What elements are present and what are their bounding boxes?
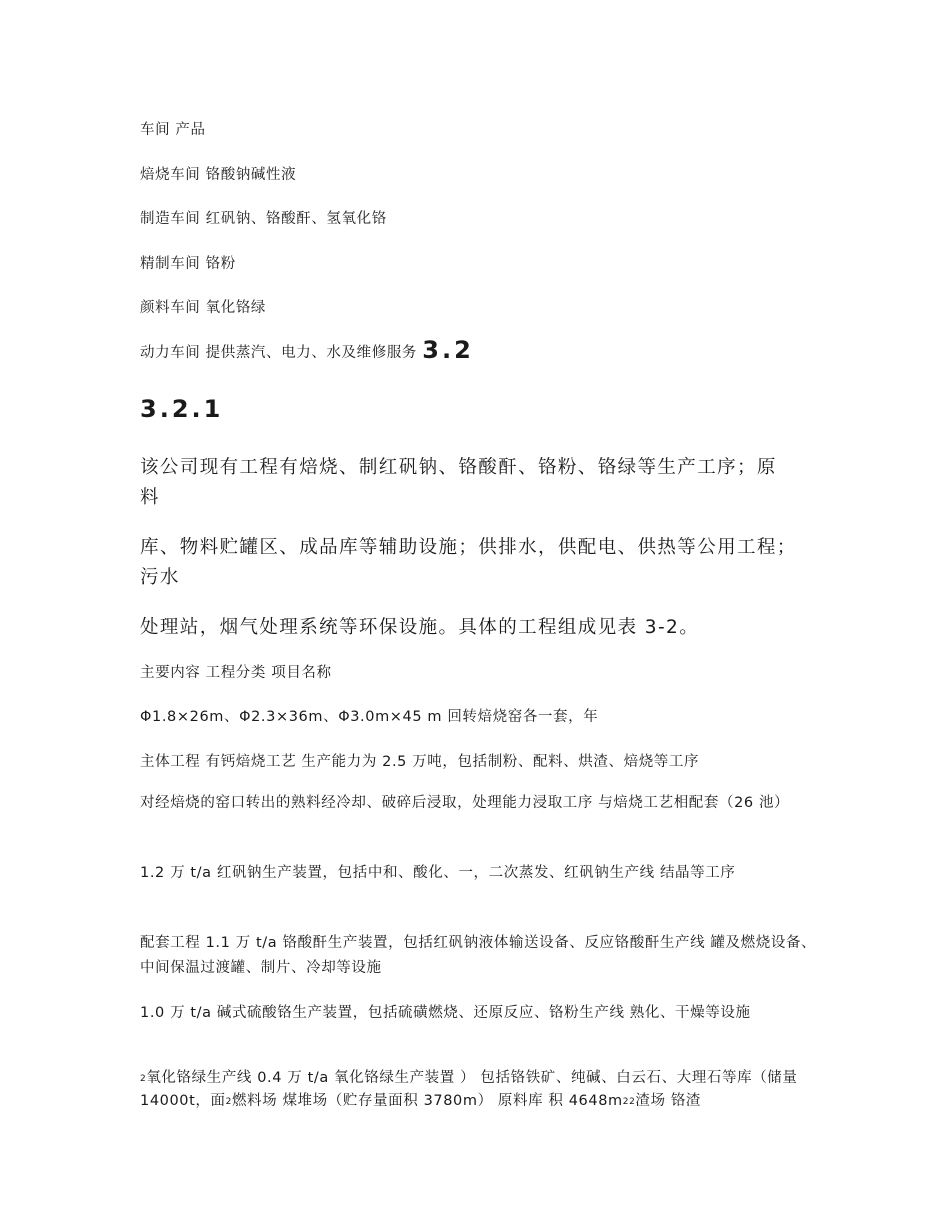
workshop-name: 颜料车间 [140, 300, 201, 316]
workshop-row [140, 336, 474, 364]
workshop-row [140, 207, 387, 228]
workshop-product: 红矾钠、铬酸酐、氢氧化铬 [205, 211, 387, 227]
workshop-product: 产品 [175, 122, 206, 138]
workshop-product: 提供蒸汽、电力、水及维修服务 [205, 345, 418, 361]
workshop-product: 铬酸钠碱性液 [205, 167, 297, 183]
workshop-name: 精制车间 [140, 256, 201, 272]
row-text: 燃料场 煤堆场（贮存量面积 3780m） 原料库 积 4648m [231, 1093, 623, 1109]
superscript: 2 [225, 1097, 232, 1107]
superscript: 22 [622, 1097, 636, 1107]
table-row [140, 1067, 820, 1113]
superscript: 2 [140, 1074, 147, 1084]
row-text: 氧化铬绿生产线 0.4 万 t/a 氧化铬绿生产装置 ） 包括铬铁矿、纯碱、白云石、大理石等库（储量 14000t，面 [140, 1070, 798, 1109]
section-heading-3-2: 3.2 [422, 336, 474, 364]
workshop-name: 制造车间 [140, 211, 201, 227]
intro-line: 污水 [140, 567, 180, 588]
workshop-name: 焙烧车间 [140, 167, 201, 183]
table-row: 1.2 万 t/a 红矾钠生产装置，包括中和、酸化、一，二次蒸发、红矾钠生产线 结晶等工序 [140, 865, 736, 881]
row-text: 渣场 铬渣 [635, 1093, 702, 1109]
workshop-name: 动力车间 [140, 345, 201, 361]
intro-line: 该公司现有工程有焙烧、制红矾钠、铬酸酐、铬粉、铬绿等生产工序；原 [140, 457, 777, 478]
workshop-row [140, 296, 266, 317]
intro-line: 处理站，烟气处理系统等环保设施。具体的工程组成见表 3-2。 [140, 617, 700, 638]
workshop-row [140, 118, 206, 139]
table-row: 对经焙烧的窑口转出的熟料经冷却、破碎后浸取，处理能力浸取工序 与焙烧工艺相配套（26 池） [140, 795, 790, 811]
table-row: 主体工程 有钙焙烧工艺 生产能力为 2.5 万吨，包括制粉、配料、烘渣、焙烧等工序 [140, 754, 700, 770]
workshop-name: 车间 [140, 122, 171, 138]
table-row: 1.0 万 t/a 碱式硫酸铬生产装置，包括硫磺燃烧、还原反应、铬粉生产线 熟化、干燥等设施 [140, 1005, 751, 1021]
workshop-product: 氧化铬绿 [205, 300, 267, 316]
section-heading-3-2-1: 3.2.1 [140, 395, 224, 423]
table-row: Φ1.8×26m、Φ2.3×36m、Φ3.0m×45 m 回转焙烧窑各一套，年 [140, 709, 599, 725]
workshop-row [140, 163, 296, 184]
intro-line: 库、物料贮罐区、成品库等辅助设施；供排水，供配电、供热等公用工程； [140, 537, 797, 558]
intro-line: 料 [140, 487, 160, 508]
table-row: 配套工程 1.1 万 t/a 铬酸酐生产装置，包括红矾钠液体输送设备、反应铬酸酐生产线 罐及燃烧设备、中间保温过渡罐、制片、冷却等设施 [140, 935, 817, 976]
table-header: 主要内容 工程分类 项目名称 [140, 665, 332, 681]
workshop-row [140, 252, 236, 273]
workshop-product: 铬粉 [205, 256, 236, 272]
